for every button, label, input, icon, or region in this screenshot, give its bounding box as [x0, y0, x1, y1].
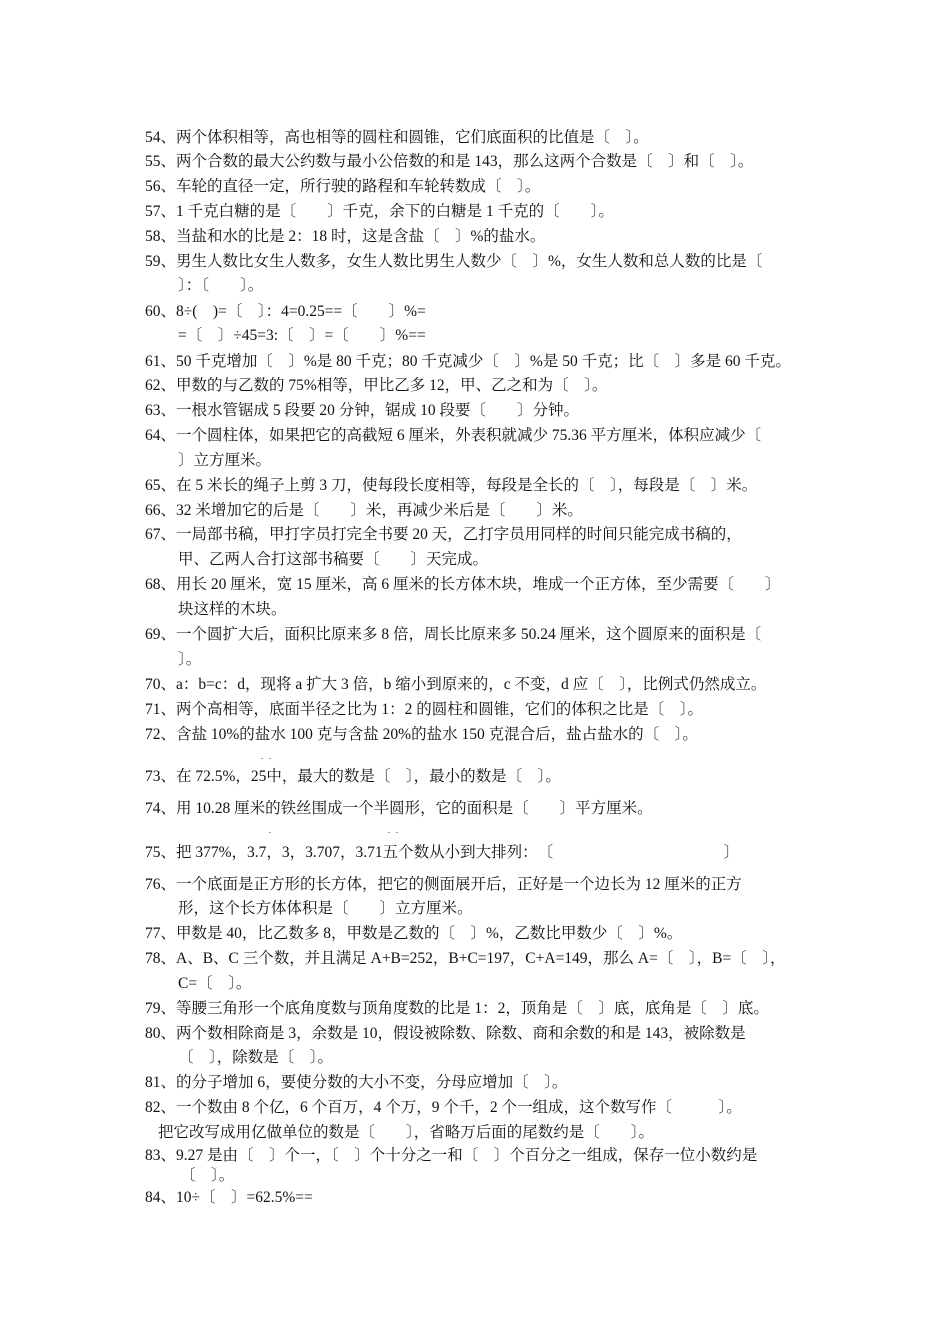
question-69-continued: 〕。 [178, 651, 202, 668]
question-80-continued: 〔 〕，除数是〔 〕。 [178, 1049, 334, 1066]
question-79: 79、等腰三角形一个底角度数与顶角度数的比是 1：2，顶角是〔 〕底，底角是〔 〕底。 [145, 1000, 769, 1017]
question-64: 64、一个圆柱体，如果把它的高截短 6 厘米，外表积就减少 75.36 平方厘米，体积应减少〔 [145, 427, 762, 444]
question-84: 84、10÷〔 〕=62.5%== [145, 1189, 313, 1206]
repeating-decimal-dot: ˙ [387, 830, 391, 842]
question-59-continued: 〕：〔 〕。 [178, 277, 264, 294]
question-60: 60、8÷( )=〔 〕：4=0.25==〔 〕%= [145, 303, 426, 320]
question-78: 78、A、B、C 三个数，并且满足 A+B=252，B+C=197，C+A=149，那么 A=〔 〕，B=〔 〕， [145, 950, 786, 967]
repeating-decimal-dot: ˙ [260, 756, 264, 768]
question-76-continued: 形，这个长方体体积是〔 〕立方厘米。 [178, 900, 473, 917]
question-73: 73、在 72.5%，25中，最大的数是〔 〕，最小的数是〔 〕。 [145, 768, 561, 785]
question-71: 71、两个高相等，底面半径之比为 1：2 的圆柱和圆锥，它们的体积之比是〔 〕。 [145, 701, 704, 718]
question-78-continued: C=〔 〕。 [178, 975, 252, 992]
question-58: 58、当盐和水的比是 2：18 时，这是含盐〔 〕%的盐水。 [145, 228, 546, 245]
question-68: 68、用长 20 厘米，宽 15 厘米，高 6 厘米的长方体木块，堆成一个正方体，至少需要〔 〕 [145, 576, 781, 593]
question-56: 56、车轮的直径一定，所行驶的路程和车轮转数成〔 〕。 [145, 178, 541, 195]
question-57: 57、1 千克白糖的是〔 〕千克，余下的白糖是 1 千克的〔 〕。 [145, 203, 614, 220]
question-72: 72、含盐 10%的盐水 100 克与含盐 20%的盐水 150 克混合后，盐占盐水的〔 〕。 [145, 726, 698, 743]
question-68-continued: 块这样的木块。 [178, 601, 287, 618]
question-69: 69、一个圆扩大后，面积比原来多 8 倍，周长比原来多 50.24 厘米，这个圆原来的面积是〔 [145, 626, 762, 643]
question-62: 62、甲数的与乙数的 75%相等，甲比乙多 12，甲、乙之和为〔 〕。 [145, 377, 608, 394]
question-54: 54、两个体积相等，高也相等的圆柱和圆锥，它们底面积的比值是〔 〕。 [145, 129, 649, 146]
question-77: 77、甲数是 40，比乙数多 8，甲数是乙数的〔 〕%，乙数比甲数少〔 〕%。 [145, 925, 683, 942]
question-67-continued: 甲、乙两人合打这部书稿要〔 〕天完成。 [178, 551, 489, 568]
question-83-continued: 〔 〕。 [180, 1167, 235, 1184]
question-61: 61、50 千克增加〔 〕%是 80 千克；80 千克减少〔 〕%是 50 千克；比〔 〕多是 60 千克。 [145, 353, 791, 370]
question-55: 55、两个合数的最大公约数与最小公倍数的和是 143，那么这两个合数是〔 〕和〔 〕。 [145, 153, 754, 170]
question-70: 70、a：b=c：d，现将 a 扩大 3 倍，b 缩小到原来的，c 不变，d 应〔 〕，比例式仍然成立。 [145, 676, 767, 693]
question-59: 59、男生人数比女生人数多，女生人数比男生人数少〔 〕%，女生人数和总人数的比是〔 [145, 253, 763, 270]
question-81: 81、的分子增加 6，要使分数的大小不变，分母应增加〔 〕。 [145, 1074, 568, 1091]
question-74: 74、用 10.28 厘米的铁丝围成一个半圆形，它的面积是〔 〕平方厘米。 [145, 800, 653, 817]
question-76: 76、一个底面是正方形的长方体，把它的侧面展开后，正好是一个边长为 12 厘米的正方 [145, 876, 742, 893]
question-82-continued: 把它改写成用亿做单位的数是〔 〕，省略万后面的尾数约是〔 〕。 [158, 1124, 655, 1141]
question-82: 82、一个数由 8 个亿，6 个百万，4 个万，9 个千，2 个一组成，这个数写作〔 〕。 [145, 1099, 742, 1116]
repeating-decimal-dot: ˙ [395, 830, 399, 842]
repeating-decimal-dot: ˙ [268, 830, 272, 842]
repeating-decimal-dot: ˙ [268, 756, 272, 768]
question-66: 66、32 米增加它的后是〔 〕米，再减少米后是〔 〕米。 [145, 502, 583, 519]
question-65: 65、在 5 米长的绳子上剪 3 刀，使每段长度相等，每段是全长的〔 〕，每段是〔 〕米。 [145, 477, 758, 494]
question-60-continued: =〔 〕÷45=3:〔 〕=〔 〕%== [178, 327, 426, 344]
question-64-continued: 〕立方厘米。 [178, 452, 272, 469]
question-67: 67、一局部书稿，甲打字员打完全书要 20 天，乙打字员用同样的时间只能完成书稿的， [145, 526, 742, 543]
question-80: 80、两个数相除商是 3，余数是 10，假设被除数、除数、商和余数的和是 143，被除数是 [145, 1025, 746, 1042]
question-63: 63、一根水管锯成 5 段要 20 分钟，锯成 10 段要〔 〕分钟。 [145, 402, 580, 419]
question-75: 75、把 377%，3.7，3，3.707，3.71五个数从小到大排列： 〔 〕 [145, 844, 740, 861]
question-83: 83、9.27 是由〔 〕个一，〔 〕个十分之一和〔 〕个百分之一组成，保存一位小数约是 [145, 1147, 758, 1164]
